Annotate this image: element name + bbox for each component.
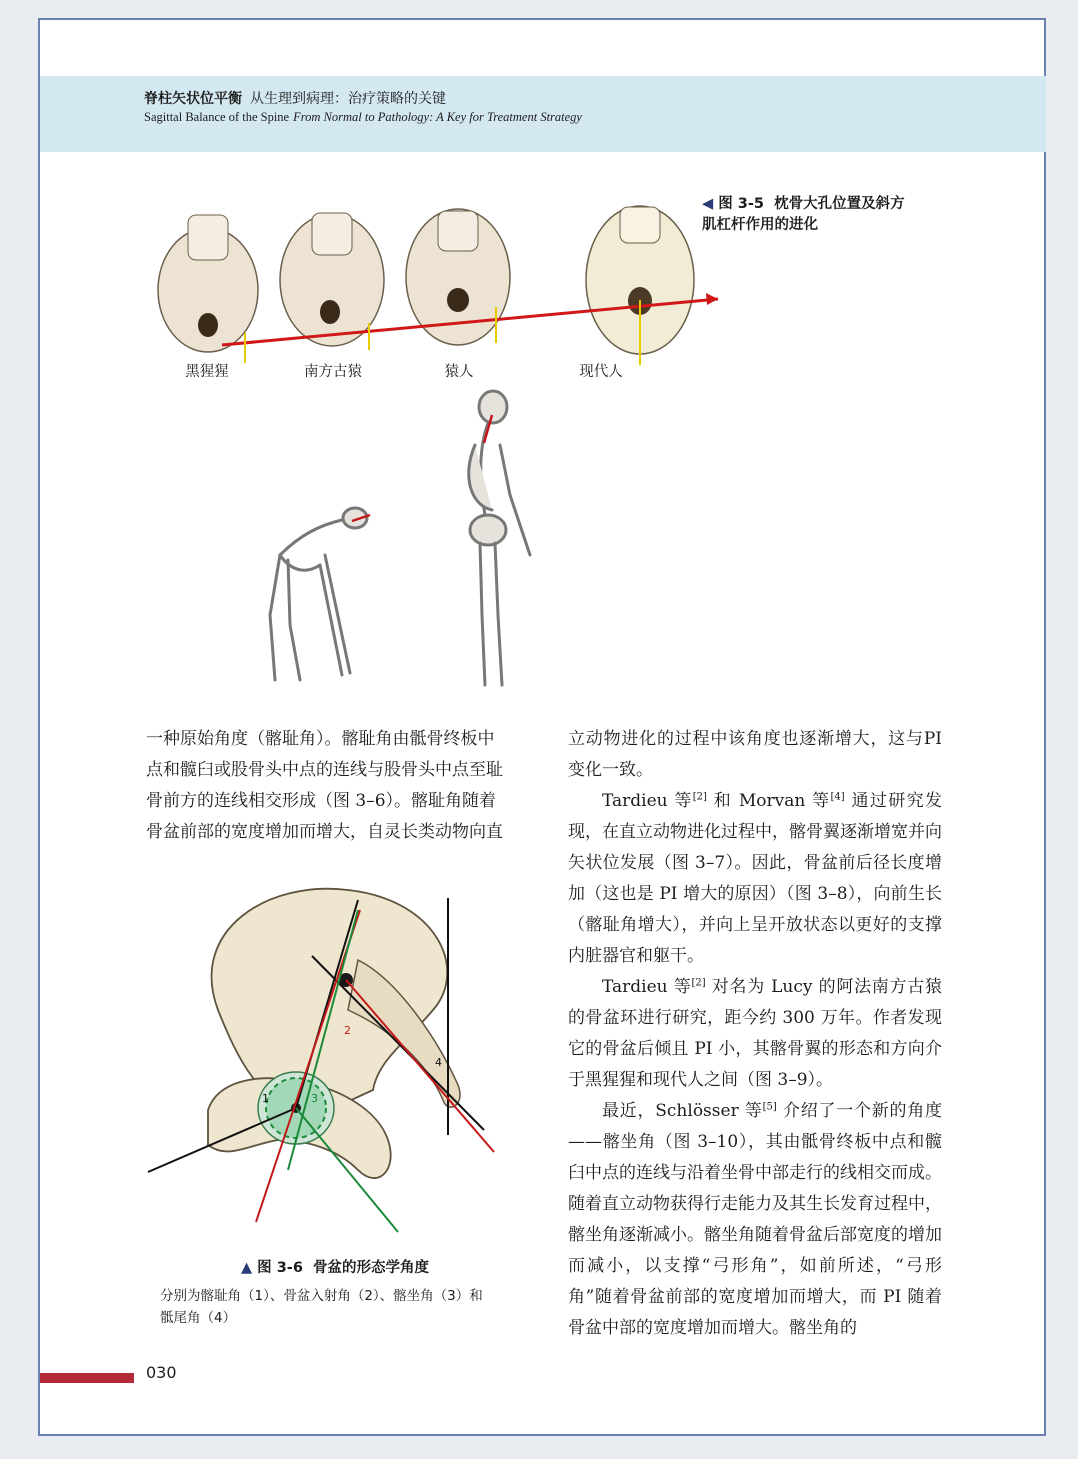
right-para-1: 立动物进化的过程中该角度也逐渐增大，这与PI 变化一致。 xyxy=(568,729,942,780)
figure-3-6-desc-line2: 骶尾角（4） xyxy=(160,1310,237,1326)
page-sheet xyxy=(38,18,1046,1436)
figure-3-5-skulls xyxy=(140,185,700,360)
figure-3-5-caption xyxy=(702,194,905,236)
left-column-text xyxy=(146,724,520,848)
figure-3-5-caption-line1: 枕骨大孔位置及斜方 xyxy=(774,196,905,212)
angle-mark-3: 3 xyxy=(311,1092,318,1105)
left-line-3: 骨前方的连线相交形成（图 3–6）。髂耻角随着 xyxy=(146,791,497,811)
skull-label-chimp: 黑猩猩 xyxy=(185,364,229,380)
right-column-text xyxy=(568,724,942,1344)
left-line-4: 骨盆前部的宽度增加而增大，自灵长类动物向直 xyxy=(146,822,503,842)
figure-3-6-desc-line1: 分别为髂耻角（1）、骨盆入射角（2）、髂坐角（3）和 xyxy=(160,1288,483,1304)
trend-arrowhead xyxy=(706,293,718,305)
running-header xyxy=(40,76,1046,152)
skull-chimpanzee xyxy=(158,215,258,352)
right-para-2: Tardieu 等[2] 和 Morvan 等[4] 通过研究发现，在直立动物进化过程中，髂骨翼逐渐增宽并向矢状位发展（图 3–7）。因此，骨盆前后径长度增加（这也是 PI 增大的原因）（图 3–8），向前生长（髂耻角增大），并向上呈开放状态以更好的支撑内脏器官和躯干。 xyxy=(568,791,943,966)
right-para-4: 最近，Schlösser 等[5] 介绍了一个新的角度——髂坐角（图 3–10），其由骶骨终板中点和髋臼中点的连线与沿着坐骨中部走行的线相交而成。随着直立动物获得行走能力及其生长发育过程中，髂坐角逐渐减小。髂坐角随着骨盆后部宽度的增加而减小，以支撑“弓形角”，如前所述，“弓形角”随着骨盆前部的宽度增加而增大，而 PI 随着骨盆中部的宽度增加而增大。髂坐角的 xyxy=(568,1101,943,1338)
angle-mark-4: 4 xyxy=(435,1056,442,1069)
human-skeleton xyxy=(469,391,530,685)
figure-3-6-title: 骨盆的形态学角度 xyxy=(313,1260,430,1276)
skull-label-homo-erectus: 猿人 xyxy=(444,364,474,380)
figure-3-5-caption-line2: 肌杠杆作用的进化 xyxy=(702,217,818,233)
left-line-1: 一种原始角度（髂耻角）。髂耻角由骶骨终板中 xyxy=(146,729,495,749)
caption-triangle-up-icon: ▲ xyxy=(240,1260,253,1276)
skeletons-illustration xyxy=(230,385,550,690)
figure-3-5-label: 图 3-5 xyxy=(718,196,764,212)
figure-3-6-label: 图 3-6 xyxy=(257,1260,303,1276)
book-subtitle-en: From Normal to Pathology: A Key for Treatment Strategy xyxy=(293,110,582,124)
page-number: 030 xyxy=(146,1363,177,1382)
angle-mark-2: 2 xyxy=(344,1024,351,1037)
footer-accent-bar xyxy=(40,1373,134,1383)
skull-label-australopithecus: 南方古猿 xyxy=(304,364,362,380)
chimp-skeleton xyxy=(270,508,367,680)
left-line-2: 点和髋臼或股骨头中点的连线与股骨头中点至耻 xyxy=(146,760,503,780)
figure-3-6-caption xyxy=(160,1256,520,1329)
book-title-en: Sagittal Balance of the Spine xyxy=(144,110,290,124)
skull-label-modern-human: 现代人 xyxy=(579,364,623,380)
book-title-cn: 脊柱矢状位平衡 xyxy=(144,91,242,107)
book-subtitle-cn: 从生理到病理：治疗策略的关键 xyxy=(250,91,446,107)
right-para-3: Tardieu 等[2] 对名为 Lucy 的阿法南方古猿的骨盆环进行研究，距今约 300 万年。作者发现它的骨盆后倾且 PI 小，其髂骨翼的形态和方向介于黑猩猩和现代人之间（图 3–9）。 xyxy=(568,977,943,1090)
caption-triangle-icon: ◀ xyxy=(702,196,714,212)
angle-mark-1: 1 xyxy=(262,1092,269,1105)
figure-3-6-pelvis xyxy=(148,870,528,1240)
